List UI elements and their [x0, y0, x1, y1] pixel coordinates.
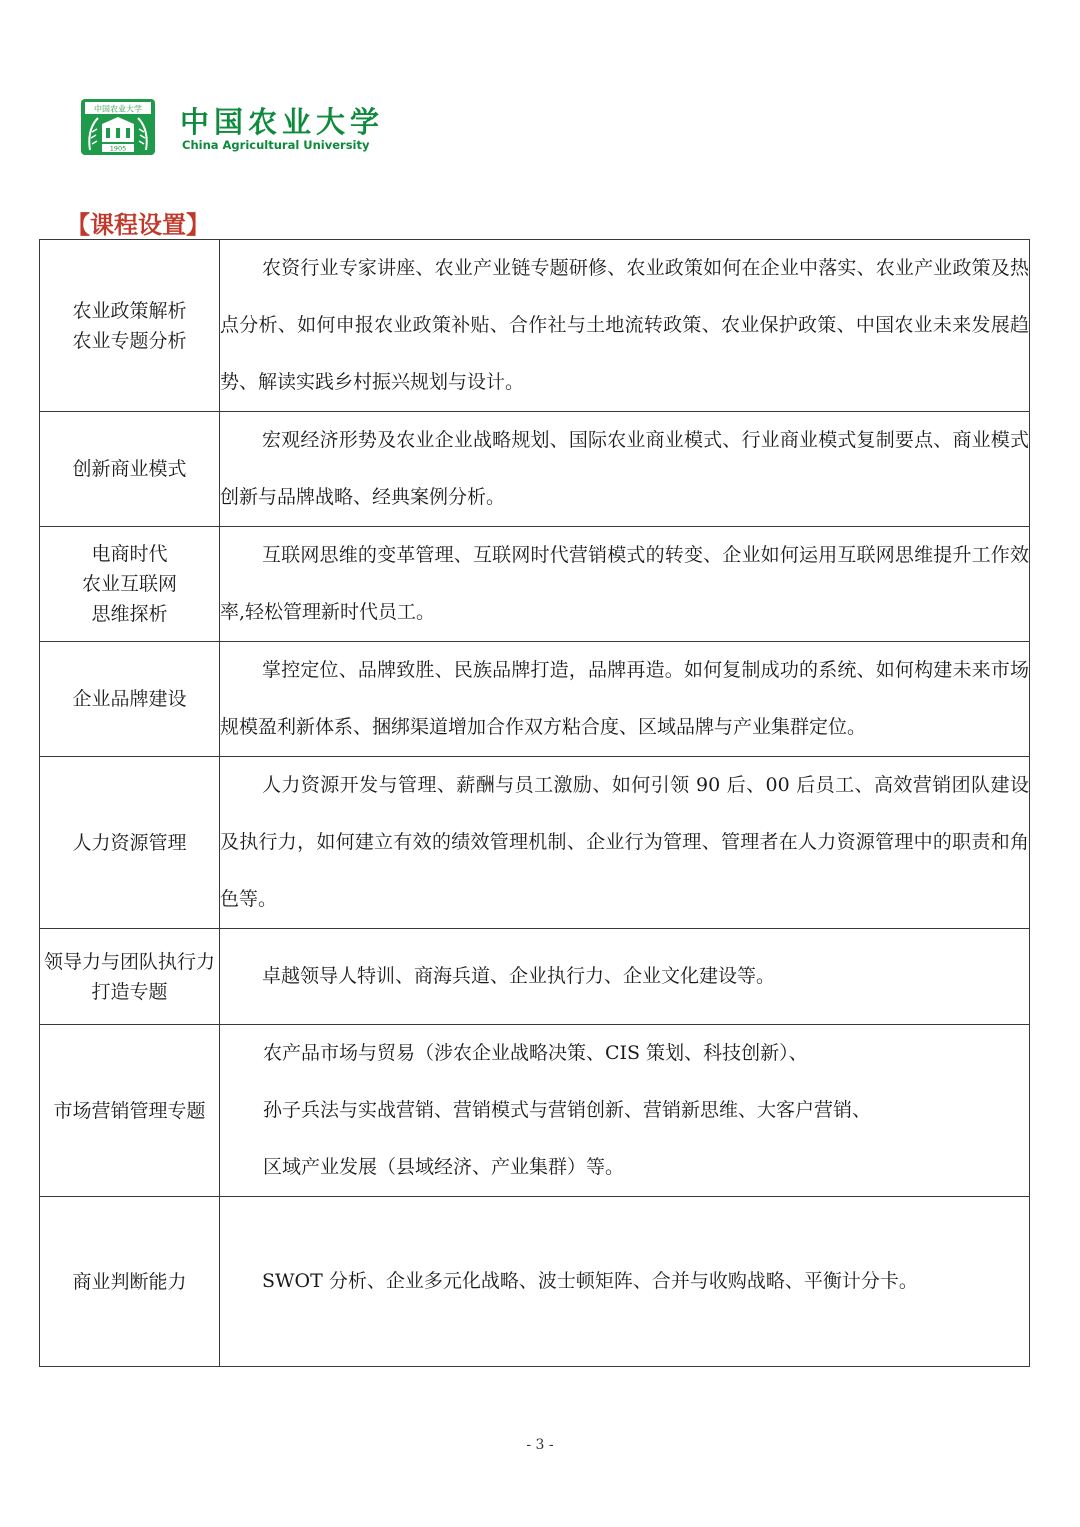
- page-number: - 3 -: [526, 1437, 554, 1453]
- course-description: 互联网思维的变革管理、互联网时代营销模式的转变、企业如何运用互联网思维提升工作效率,轻松管理新时代员工。: [220, 527, 1030, 642]
- course-topic: 市场营销管理专题: [40, 1025, 220, 1197]
- table-row: [40, 929, 1030, 1025]
- course-topic: 创新商业模式: [40, 412, 220, 527]
- course-topic: 农业政策解析 农业专题分析: [40, 240, 220, 412]
- section-title: 【课程设置】: [66, 211, 210, 239]
- description-line: 孙子兵法与实战营销、营销模式与营销创新、营销新思维、大客户营销、: [263, 1099, 872, 1121]
- course-description: [220, 1025, 1030, 1197]
- course-topic: 领导力与团队执行力打造专题: [40, 929, 220, 1025]
- university-name-cn: 中国农业大学: [180, 105, 385, 139]
- description-line: 农产品市场与贸易（涉农企业战略决策、CIS 策划、科技创新）、: [263, 1042, 808, 1064]
- table-row: [40, 642, 1030, 757]
- course-topic: 企业品牌建设: [40, 642, 220, 757]
- university-emblem-icon: [80, 98, 156, 156]
- description-line: 区域产业发展（县域经济、产业集群）等。: [263, 1156, 625, 1178]
- course-table: [39, 239, 1030, 1367]
- table-row: [40, 1025, 1030, 1197]
- emblem-year: 1905: [109, 144, 127, 153]
- course-description: 人力资源开发与管理、薪酬与员工激励、如何引领 90 后、00 后员工、高效营销团队建设及执行力，如何建立有效的绩效管理机制、企业行为管理、管理者在人力资源管理中的职责和角色等。: [220, 757, 1030, 929]
- svg-text:中国农业大学: 中国农业大学: [94, 104, 142, 114]
- university-name-en: China Agricultural University: [182, 138, 370, 152]
- course-topic: 人力资源管理: [40, 757, 220, 929]
- university-logo: [80, 98, 420, 158]
- course-description: 掌控定位、品牌致胜、民族品牌打造，品牌再造。如何复制成功的系统、如何构建未来市场规模盈利新体系、捆绑渠道增加合作双方粘合度、区域品牌与产业集群定位。: [220, 642, 1030, 757]
- table-row: [40, 240, 1030, 412]
- course-description: 农资行业专家讲座、农业产业链专题研修、农业政策如何在企业中落实、农业产业政策及热点分析、如何申报农业政策补贴、合作社与土地流转政策、农业保护政策、中国农业未来发展趋势、解读实践乡村振兴规划与设计。: [220, 240, 1030, 412]
- table-row: [40, 757, 1030, 929]
- course-description: 宏观经济形势及农业企业战略规划、国际农业商业模式、行业商业模式复制要点、商业模式创新与品牌战略、经典案例分析。: [220, 412, 1030, 527]
- table-row: [40, 1197, 1030, 1367]
- course-topic: 电商时代 农业互联网 思维探析: [40, 527, 220, 642]
- table-row: [40, 412, 1030, 527]
- course-topic: 商业判断能力: [40, 1197, 220, 1367]
- course-description: 卓越领导人特训、商海兵道、企业执行力、企业文化建设等。: [220, 929, 1030, 1025]
- table-row: [40, 527, 1030, 642]
- course-description: SWOT 分析、企业多元化战略、波士顿矩阵、合并与收购战略、平衡计分卡。: [220, 1197, 1030, 1367]
